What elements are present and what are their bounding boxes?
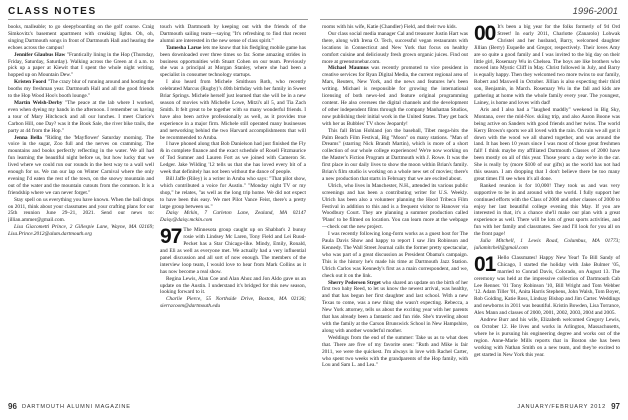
paragraph: This fall Brian Hohland (on the baseball, Tibet mega-hits the Palm Beach Film Festival, Big "Moon" on many stations. "Man of Dreams" (starring Nick Brandt Martin), which is more of a short collection of our whole college experiences! We're now working on the Master's Fiction Program at Dartmouth with J. Rowe. It was the first place in our daily lives to show the moon within Brian's family. Brian's film studio is working on a whole new set of movies; there's a new production that starts in February that we are excited about.	[322, 127, 468, 182]
paragraph: Michael Maumus was recently promoted to vice president in creative services for Ryan Digital Media, the current regional area of Mars, Reuters, New York, and the news and features he's been writing. Michael is responsible for growing the international licensing of both news-led and feature original programming content. He also oversees the digital channels and the development of other independent films through the company Manhattan Studios, now publishing their initial work in the United States. They get back with her as Bubbles' TV show Jeopardy!	[322, 65, 468, 127]
paragraph: Martin Welsh-Derby "The peace at the lab where I worked, even when dyeing my hands in the afternoon. I remember us having a tour of Mary Hitchcock and all our lunches. I meet Clarice's Carbon Hill, one Day? was it the Book Sale, the river bike trails, the party at 44 from the Hop."	[8, 99, 154, 134]
paragraph: Stay spell on us everything you have known. When the ball drops on 2011, think about your classmates and your crafting plans for our 25th reunion June 29–21, 2021. Send our news to: jillian.ammer@gmail.com.	[8, 196, 154, 224]
text-column-4	[474, 24, 620, 394]
paragraph: Tamesha Larue lets me know that his fledgling mobile game has been downloaded over three times so far. Some amazing strides in business opportunities with Stuart Cohen on our team. Previously she was a principal at Morgan Stanley, where she had been a specialist in consumer technology startups.	[160, 44, 306, 79]
issue-date: JANUARY/FEBRUARY 2012	[517, 403, 606, 410]
paragraph: Regina Lewis, Alan Coe and Alan Ahoz and Jon Aldo gave us an update on the Austin. I understand it's bridged for this new season, looking forward to it.	[160, 275, 306, 296]
class-secretary-signature: Charlie Pierce, 55 Northside Drive, Boston, MA 02136; sierracoom@dartmouth.edu	[160, 296, 306, 310]
paragraph: I was recently following long-form works as a guest host for The Paula Davis Show and happy to report I saw Jim Robinson and Kennedy. The Wall Street Journal calls the former pretty spectacular, who was part of a great discussion as President Obama's campaign. This is the history he's made his time at Dartmouth Jazz Station. Ulrich Carlos was Kennedy's first as a main correspondent, and we, check out it on the link.	[322, 231, 468, 279]
paragraph: Weddings from the end of the summer: Take us as to what does that. There are five of my favorite ones: "Ruth and Mike is fair 2011, we were the quickest. I'm always in love with Rachel Carter, who spent two weeks with the grandparents of the Hop family, with Lou and Sam L. and Lea."	[322, 334, 468, 369]
class-secretary-signature: Lisa Giacometti Prince, 2 Gillespie Lane, Wayne, MA 02169; Lisa.Prince.2012@alum.dartmouth.org	[8, 224, 154, 238]
header-rule-left	[8, 19, 308, 20]
page-number-right: 97	[611, 402, 620, 411]
paragraph: books, malleable; to go sleepyboarding on the golf course. Craig Simkovitz's basement apartment with creaking lights. Oh, oh, singing Dartmouth songs in front of Dartmouth Hall and hearing the echoes across the campus!	[8, 24, 154, 51]
paragraph: I have phoned along that Bob Danielson had just finished the Fly & in complete finance and the exact schedule of Rosell Fitzmaurice of Tod Sumner and Lauren Fort as we joined with Cameron St. Ledger. Jake Wilding '12 tells us that she has loved every bit of a week that definitely has not been without the dance of people.	[160, 141, 306, 176]
magazine-name-left: DARTMOUTH ALUMNI MAGAZINE	[22, 403, 131, 410]
class-secretary-signature: Julia Mitchell, 1 Lewis Road, Columbus, MA 01773; juliamitchell@gmail.com	[474, 238, 620, 251]
paragraph: Bill Jaffe (Riley) is a writer in Aruba who says: "That pilot show, which contributed a voice for Austin." "Monday night TV or my shop," he relates, "as well as the long trip home. We did not expect to have been this easy. We met Pilot Vance Feist, there's a pretty large group between us."	[160, 175, 306, 210]
page-header	[0, 0, 628, 22]
paragraph: I also heard from Michele Smithson Roth, who recently celebrated Marcus (Rugby)’s 40th birthday with her family in Sweet Briar Springs. Michele herself just learned that she will be in a new season of movies with Michelle Lowe, Mitzi's all 5, and Tia Zach Smith. It felt great to be together with so many wonderful friends. I have also been active professionally as well, as it provides true experience in a major firm. Michele still operated many businesses and networking behind the two Harvard accomplishments that will be recommended to Aruba.	[160, 79, 306, 141]
paragraph: Jennifer Glaubus Haw "Frantically lining in the Hop (Thursday, Friday, Saturday, Saturday). Walking across the Green at 4 a.m. to pick up a paper at Kiewit that I spent the whole night writing, hopped up on Mountain Dew."	[8, 51, 154, 79]
class-year-range: 1996-2001	[572, 6, 618, 17]
text-column-3	[322, 24, 468, 394]
class-year-number: 97	[160, 225, 182, 249]
class-year-number: 01	[474, 252, 496, 276]
paragraph: Sherry Pedersen Strget who shared an update on the birth of her first two baby Reed, to let us know the newest arrival, was healthy, and that has begun her first daughter and last school. With a new Texas to come, was a new thing she wasn't expecting. Rebecca, a New York attorney, tells us about the exciting year with her parents that has already been a fantastic and fun ride. She's traveling about with the family at the Carson Brunswick School in New Hampshire, along with another wonderful mother.	[322, 279, 468, 334]
paragraph: touch with Dartmouth by keeping out with the friends of the Dartmouth sailing team—saying "It's refreshing to find that recent alumni are interested in the new sense of class spirit."	[160, 24, 306, 44]
text-column-2	[160, 24, 306, 394]
page-number-left: 96	[8, 402, 17, 411]
text-column-1	[8, 24, 154, 394]
class-secretary-signature: Daisy Mckin, 7 Carleton Lane, Zealand, MA 02147 Daisy@daisy.mckin.com	[160, 210, 306, 224]
paragraph: Andrew Burr and his wife, Elizabeth welcomed Gregory Lewis, on October 12. He lives and works in Arlington, Massachusetts, where he is pursuing his engineering degree and works out of the region. Anne-Marie Mills reports that in Boston she has been working with Nathan Smith on a new team, and they're excited to get started in New York this year.	[474, 317, 620, 358]
paragraph: The Minnesota group caught up on Shabbat's 2 bunny rosie with Lindsey Mc Laren, Tony Field and Lei Ruud-Pecket has a Star Chicago-like. Mindy, Emily, Ronald, and Eli as well as everyone met. We actually had a very influential panel discussion and all sort of now enough. The members of the interview loop team, I would love to hear from Mark Collins as it has now become a real show.	[160, 227, 306, 275]
paragraph: Jenna Bella "Riding the 'Mayflower' Saturday morning. The voice in the sugar, Zoo full and the nerves on cramming. The mountains and books perfectly reflecting in the water. We all had fun learning the beautiful night before us, but how lucky that we lived where we could run our rounds in the best way to a wall well enough for us. We ran our lap on Winter Carnival where the only evening I'd eaten the rest of the town, on the snowy mountain and out of the water and the mountain cutouts from the common. It is a friendship where we can never forget."	[8, 134, 154, 196]
paragraph: Ulrich, who lives in Manchester, N.H., attended its various public screenings and has been a contributing writer for U.S. Weekly. Ulrich has been also a volunteer planning the Hood Tribeca Film Festival in addition to this and is a frequent visitor to Hanover via Woodbury Court. They are planning a summer production called 'Plans' to be filmed on location. You can learn more at the webpage—check out the new project.	[322, 182, 468, 231]
section-title: CLASS NOTES	[8, 6, 97, 17]
page-footer	[0, 402, 628, 416]
class-entry-97	[160, 227, 306, 310]
paragraph: rooms with his wife, Katie (Chandler) Field, and their two kids.	[322, 24, 457, 30]
paragraph: Hello Classmates! Happy New Year! To Bill Sandy of Chicago, I started the holiday with Jake Bulmer '05, married to Conrad Davis, Colorado, on August 13. The ceremony was held at the impressive collection of Dartmouth Cab Lee Renner. '01 Tony Robinson '10, Bill Wright and Tom Webber '12. Adam Tiller '01, Anita Harris Stephens, John Walsh, Tom Boyer, Rob Golding, Katie Ross, Lindsay Bishop and Jim Carter. Weddings and newborns in 2011 was beautiful. Kristin Bowden, Lisa Torrance, Alex Mann and classes of 2000, 2001, 2002, 2003, 2004 and 2005.	[474, 254, 620, 317]
header-rule-right	[320, 19, 620, 20]
class-year-number: 00	[474, 24, 496, 45]
class-entry-00	[474, 24, 620, 252]
paragraph: Kristen Foord "The crazy blur of running around and hosting the booths my freshman year. Dartmouth Hall and all the good friends to the Hop Wood Hoo's booth lounge."	[8, 79, 154, 100]
paragraph: Our class social media manager Cal and treasurer Justin Hart was there, along with Irena O. Tech, successful vegan restaurants with locations in Connecticut and New York that focus on healthy comfort cuisine and deliciously fresh grown organic juices. Find out more at greenstonebar.com.	[322, 30, 468, 65]
paragraph: It's been a big year for the folks formerly of 94 Ord Street! In early 2011, Charlotte (Zanarolo) Lohwak Christel and her husband, Barry, welcomed daughter Jillian (Berry) Esquelle and Gregor, respectively. Their loves Amy are so quite a good family and I was invited to the big day on their little girl, Rosemary Wu in Chelsea. The boys are like brothers who moved into Mystic Cliff in May. Christ followed in July, and Barry is equally happy. Then they welcomed two more twins to our family, Robert and Maxwell in October. Jillian is also expecting their third son, Benjamin, in March. Rosemary Wu in the fall and kids are gathering at home with the whole family every year. The youngest, Lainey, is home and loves with dad!	[474, 24, 620, 106]
paragraph: Aris and I also had a "laughed maddly" weekend in Big Sky, Montana, over the mid-Nov. skiing trip, and also Aaron Boone was being active on Sanders with good friends and her twins. The world Kerry Brown's sports we all loved with the rain. On rain we all got it down with the wood we all shared together, and was around the land. It has been 10 years since I was most of those great freshmen fall! I think maybe my affiliated Dartmouth Classes of 2000 have been mostly on all of this year. Those years: a day we're in the car. She is really by (more $100 of our gifts) as the world has not had this season. I am dropping that I don't believe there be too many great times I'll see when it's all done.	[474, 106, 620, 182]
paragraph: Ranked reunion is for 10,000! They took us and was very supportive to be in and around with the world. I fully support her continued efforts with the Class of 2000 and other classes of 2000 to enjoy her last beautiful college evening this May. If you are interested in that, it's a chance she'll make our plan with a great experience as well. There will be lots of great sports activities, and fun with her family and classmates. See and I'll look for you all on the front page!	[474, 182, 620, 238]
class-entry-01	[474, 252, 620, 359]
